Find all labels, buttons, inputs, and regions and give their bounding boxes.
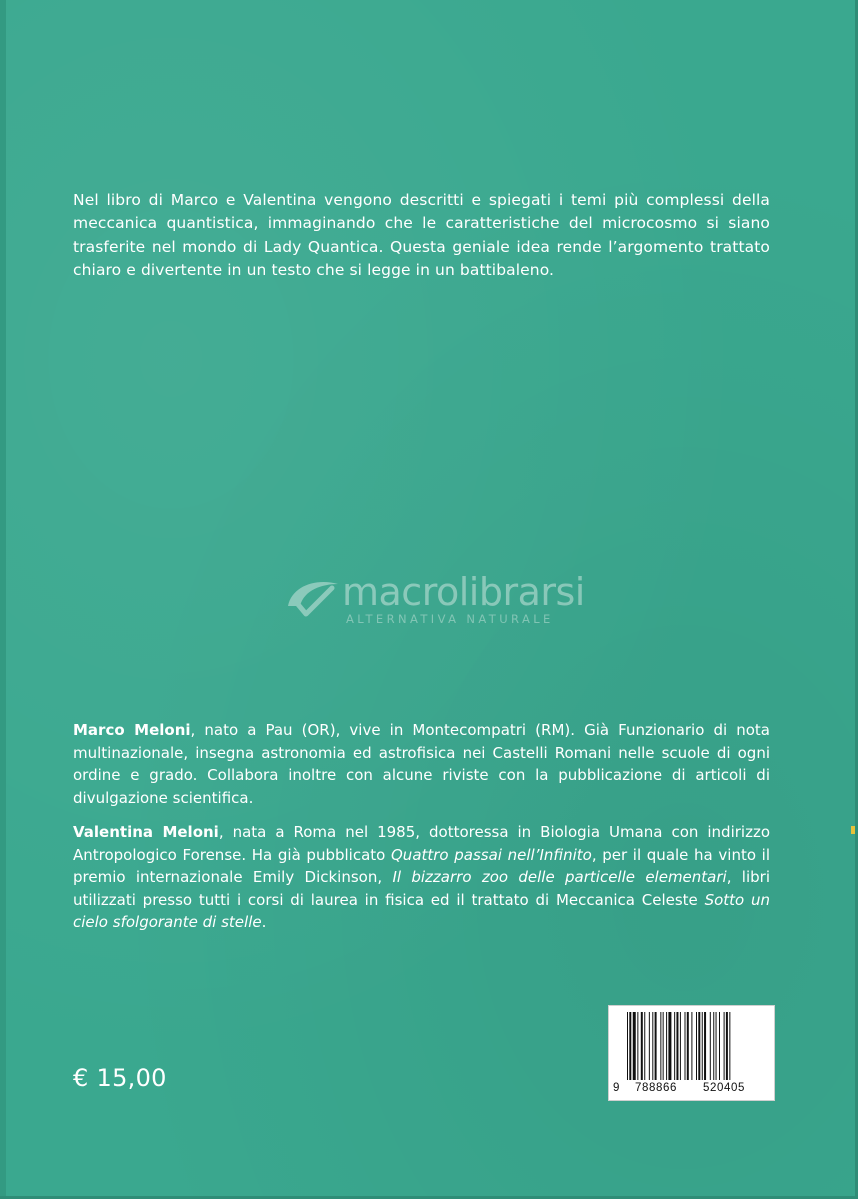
checkmark-leaf-icon [282, 576, 342, 620]
barcode-bar [637, 1012, 638, 1080]
barcode-bar [680, 1012, 681, 1080]
barcode-bar [702, 1012, 703, 1080]
barcode-bar [633, 1012, 636, 1080]
barcode-bar [641, 1012, 643, 1080]
barcode-bar [655, 1012, 657, 1080]
author-bio-marco [73, 719, 770, 809]
author-name: Valentina Meloni [73, 823, 219, 841]
barcode-bar [674, 1012, 675, 1080]
book-title: Sotto un cielo sfolgorante di stelle [73, 890, 771, 931]
barcode-bar [710, 1012, 711, 1080]
author-bio-text: , nato a Pau (OR), vive in Montecompatri (RM). Già Funzionario di nota multinazionale, insegna astronomia ed astrofisica nei Castelli Romani nelle scuole di ogni ordine e grado. Collabora inoltre con alcune riviste con la pubblicazione di articoli di divulgazione scientifica. [73, 721, 771, 807]
blurb-text: Nel libro di Marco e Valentina vengono descritti e spiegati i temi più complessi della meccanica quantistica, immaginando che le caratteristiche del microcosmo si siano trasferite nel mondo di Lady Quantica. Questa geniale idea rende l’argomento trattato chiaro e divertente in un testo che si legge in un battibaleno. [73, 191, 770, 280]
barcode-bar [729, 1012, 730, 1080]
isbn-barcode [608, 1005, 775, 1101]
barcode-bar [719, 1012, 720, 1080]
author-name: Marco Meloni [73, 721, 191, 739]
price-label: € 15,00 [73, 1064, 167, 1092]
barcode-bar [696, 1012, 697, 1080]
barcode-group-right: 520405 [703, 1082, 745, 1094]
author-bio-text: , nata a Roma nel 1985, dottoressa in Biologia Umana con indirizzo Antropologico Forense. Ha già pubblicato [73, 823, 770, 864]
barcode-bar [649, 1012, 650, 1080]
barcode-digit-first: 9 [613, 1082, 620, 1094]
book-title: Quattro passai nell’Infinito [391, 845, 592, 864]
barcode-bar [687, 1012, 689, 1080]
book-title: Il bizzarro zoo delle particelle elementari [392, 868, 727, 886]
barcode-bar [704, 1012, 706, 1080]
barcode-bar [660, 1012, 661, 1080]
barcode-bar [668, 1012, 671, 1080]
author-bio-text: , libri utilizzati presso tutti i corsi di laurea in fisica ed il trattato di Meccanica Celeste [73, 868, 770, 909]
barcode-bar [663, 1012, 664, 1080]
barcode-bar [713, 1012, 714, 1080]
barcode-group-left: 788866 [635, 1082, 677, 1094]
barcode-bar [629, 1012, 631, 1080]
watermark-tagline: ALTERNATIVA NATURALE [346, 612, 554, 626]
barcode-bar [676, 1012, 678, 1080]
barcode-bar [716, 1012, 717, 1080]
macrolibrarsi-watermark [282, 566, 602, 636]
barcode-bar [627, 1012, 628, 1080]
edge-mark [851, 826, 855, 834]
cover-edge [0, 0, 6, 1196]
author-bio-text: . [261, 913, 267, 931]
barcode-bar [724, 1012, 725, 1080]
barcode-bar [698, 1012, 700, 1080]
author-bio-valentina [73, 821, 770, 934]
author-bio-text: , per il quale ha vinto il premio internazionale Emily Dickinson, [73, 845, 771, 886]
barcode-bar [652, 1012, 653, 1080]
barcode-bar [644, 1012, 645, 1080]
book-blurb [73, 189, 770, 283]
barcode-bar [685, 1012, 686, 1080]
barcode-bar [666, 1012, 667, 1080]
barcode-bar [691, 1012, 692, 1080]
barcode-bar [726, 1012, 728, 1080]
barcode-bars [613, 1010, 770, 1084]
watermark-name: macrolibrarsi [342, 570, 585, 614]
